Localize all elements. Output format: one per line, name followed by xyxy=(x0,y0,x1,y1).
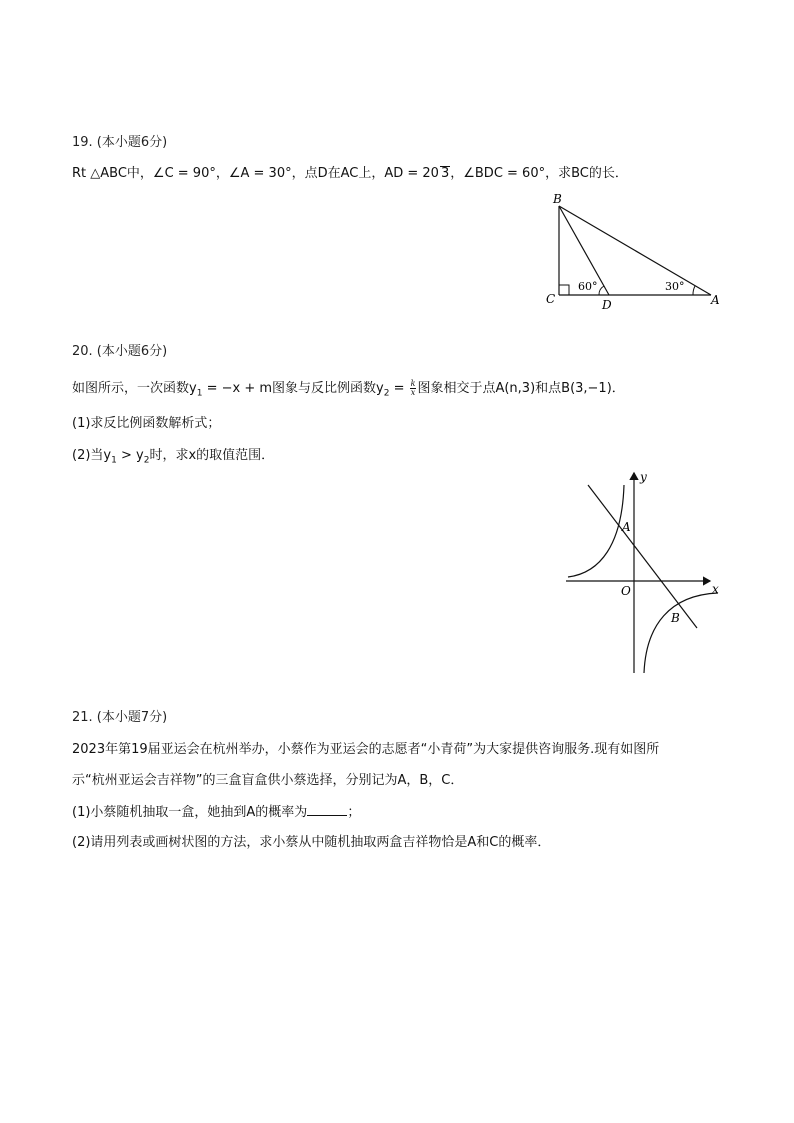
label-C: C xyxy=(546,292,556,306)
q21-part2: (2)请用列表或画树状图的方法，求小蔡从中随机抽取两盒吉祥物恰是A和C的概率． xyxy=(72,835,551,850)
label-B: B xyxy=(553,192,562,206)
subscript-1: 1 xyxy=(111,455,117,466)
q20-part2-a: (2)当y xyxy=(72,448,112,463)
angle-arc-A xyxy=(693,286,695,295)
q20-part2-c: 时，求x的取值范围． xyxy=(149,448,275,463)
label-A: A xyxy=(711,293,720,307)
q21-line1: 2023年第19届亚运会在杭州举办，小蔡作为亚运会的志愿者“小青荷”为大家提供咨询服务.现有如图所 xyxy=(72,742,660,757)
angle-label-60: 60° xyxy=(578,280,598,293)
q21-header: 21. (本小题7分) xyxy=(72,710,168,725)
q21-line2: 示“杭州亚运会吉祥物”的三盒盲盒供小蔡选择，分别记为A，B，C． xyxy=(72,773,464,788)
label-D: D xyxy=(602,298,612,312)
hyperbola-lower-right xyxy=(644,593,718,673)
fraction-denominator: x xyxy=(410,388,416,397)
equals-sign: = xyxy=(389,381,409,396)
q21-part1-b: ； xyxy=(347,805,361,820)
hyperbola-upper-left xyxy=(568,485,624,577)
sqrt-argument: 3 xyxy=(440,166,450,181)
origin-label: O xyxy=(621,584,631,598)
axis-label-y: y xyxy=(640,470,647,484)
angle-label-30: 30° xyxy=(665,280,685,293)
q20-function-graph xyxy=(560,465,730,680)
fraction-numerator: k xyxy=(410,379,416,388)
q21-part1-a: (1)小蔡随机抽取一盒，她抽到A的概率为 xyxy=(72,805,308,820)
axis-label-x: x xyxy=(712,582,719,596)
q21-part1 xyxy=(72,803,360,822)
q19-triangle-figure xyxy=(535,188,735,313)
subscript-2: 2 xyxy=(143,455,150,466)
sqrt-symbol xyxy=(440,166,450,181)
q20-part2-b: > y xyxy=(116,448,144,463)
q20-part1: (1)求反比例函数解析式； xyxy=(72,416,221,431)
right-angle-mark xyxy=(559,285,569,295)
q20-line1-part-c: 图象相交于点A(n,3)和点B(3,−1)． xyxy=(417,381,625,396)
q19-text-part-b: ，∠BDC = 60°，求BC的长． xyxy=(450,166,628,181)
point-label-B: B xyxy=(671,611,680,625)
q20-line1-part-b: = −x + m图象与反比例函数y xyxy=(202,381,384,396)
subscript-2: 2 xyxy=(383,388,390,399)
q19-text-part-a: Rt △ABC中，∠C = 90°，∠A = 30°，点D在AC上，AD = 20 xyxy=(72,166,439,181)
fraction-k-over-x xyxy=(410,380,417,397)
q20-line1-part-a: 如图所示，一次函数y xyxy=(72,381,197,396)
q19-header: 19. (本小题6分) xyxy=(72,135,168,150)
angle-arc-D xyxy=(599,286,604,295)
point-label-A: A xyxy=(622,520,631,534)
answer-blank xyxy=(307,803,347,816)
q20-part2 xyxy=(72,447,274,470)
q20-problem-text xyxy=(72,380,625,403)
q19-problem-text xyxy=(72,165,628,183)
subscript-1: 1 xyxy=(196,388,203,399)
q20-header: 20. (本小题6分) xyxy=(72,344,168,359)
